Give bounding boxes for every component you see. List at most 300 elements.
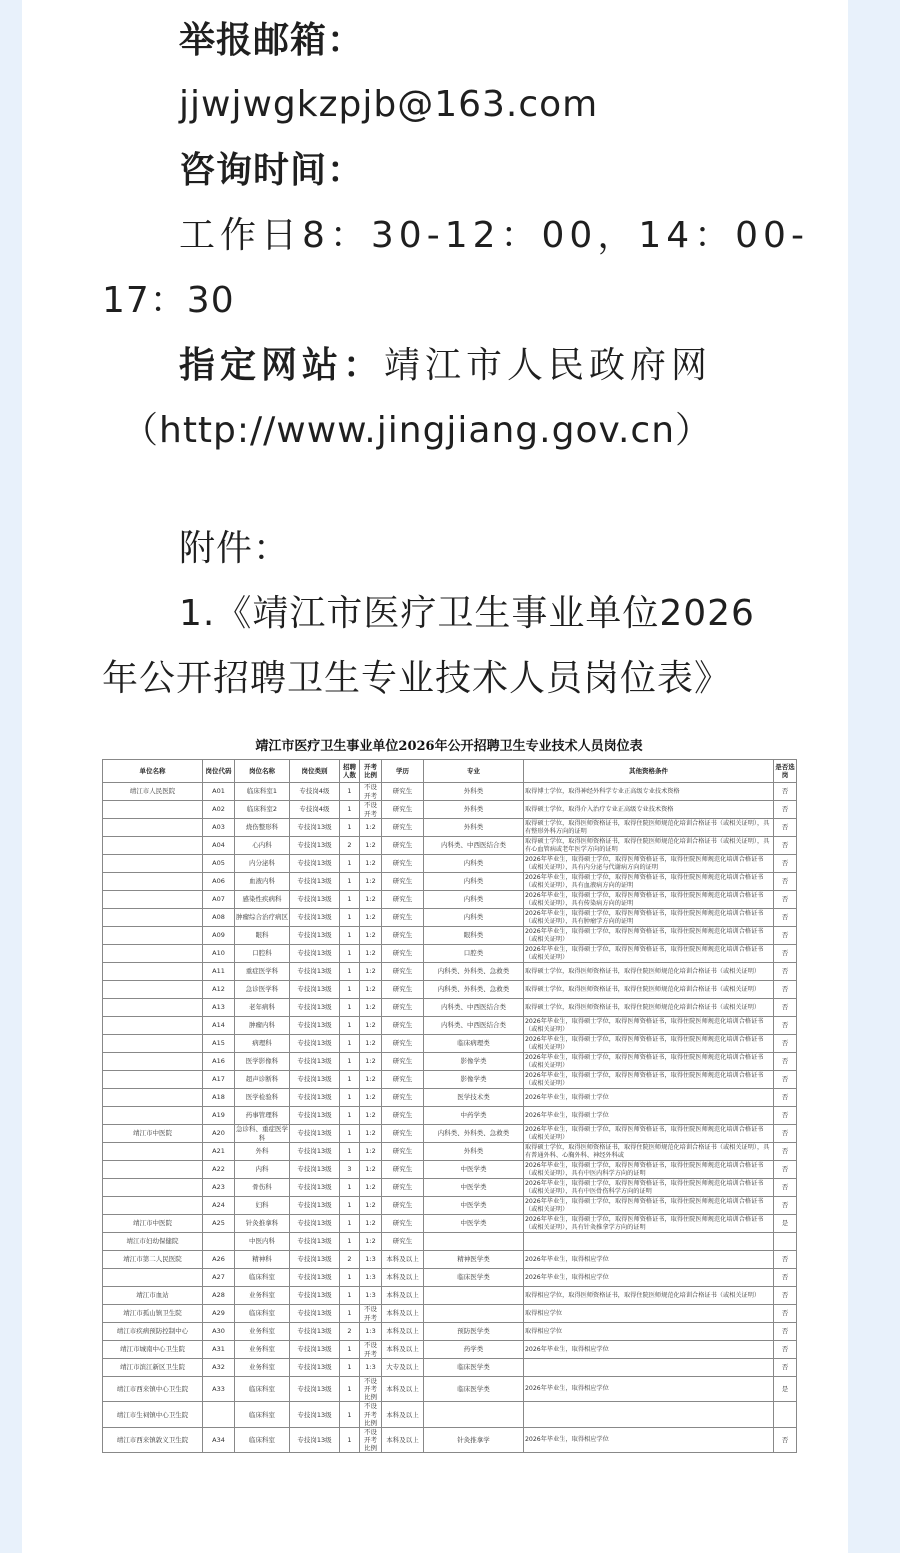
job-table <box>102 759 797 1453</box>
table-cell: 靖江市疾病预防控制中心 <box>103 1323 203 1341</box>
table-cell: 1:2 <box>360 1071 382 1089</box>
table-cell: 2026年毕业生，取得硕士学位 <box>524 1107 774 1125</box>
table-cell: 专技岗13级 <box>290 891 340 909</box>
table-cell: 2026年毕业生，取得硕士学位，取得医师资格证书，取得住院医师规范化培训合格证书（或相关证明） <box>524 927 774 945</box>
table-cell: 研究生 <box>382 1143 424 1161</box>
table-cell: 研究生 <box>382 1161 424 1179</box>
table-row <box>103 1125 797 1143</box>
table-cell: 1 <box>340 873 360 891</box>
header-cell: 岗位代码 <box>203 760 235 783</box>
table-cell: 靖江市中医院 <box>103 1215 203 1233</box>
table-cell: 2026年毕业生，取得相应学位 <box>524 1377 774 1402</box>
report-email-address[interactable]: jjwjwgkzpjb@163.com <box>179 84 599 125</box>
table-cell: 1 <box>340 1071 360 1089</box>
table-row <box>103 1161 797 1179</box>
table-cell: 临床科室 <box>235 1305 290 1323</box>
table-row <box>103 1179 797 1197</box>
table-row <box>103 1053 797 1071</box>
header-cell: 学历 <box>382 760 424 783</box>
table-cell: 1 <box>340 963 360 981</box>
table-cell: 内分泌科 <box>235 855 290 873</box>
table-cell: 研究生 <box>382 1035 424 1053</box>
table-cell: 1:2 <box>360 999 382 1017</box>
table-cell: 内科类 <box>424 855 524 873</box>
table-cell: 2026年毕业生，取得硕士学位，取得医师资格证书，取得住院医师规范化培训合格证书（或相关证明） <box>524 1017 774 1035</box>
table-cell: 研究生 <box>382 1053 424 1071</box>
table-cell: 专技岗13级 <box>290 999 340 1017</box>
table-cell: 内科 <box>235 1161 290 1179</box>
table-cell: 本科及以上 <box>382 1341 424 1359</box>
table-cell: 研究生 <box>382 819 424 837</box>
table-cell: 取得相应学位 <box>524 1305 774 1323</box>
table-cell: A30 <box>203 1323 235 1341</box>
table-cell: 专技岗13级 <box>290 1305 340 1323</box>
table-row <box>103 1323 797 1341</box>
table-cell: 1:2 <box>360 1143 382 1161</box>
table-cell: 1:3 <box>360 1251 382 1269</box>
table-cell: 2026年毕业生，取得硕士学位，取得医师资格证书，取得住院医师规范化培训合格证书（或相关证明），具有针灸推拿学方向的证明 <box>524 1215 774 1233</box>
attachments-label: 附件： <box>179 528 291 569</box>
table-cell: 1:2 <box>360 1179 382 1197</box>
table-cell: 内科类、外科类、急救类 <box>424 981 524 999</box>
table-cell: 专技岗13级 <box>290 1215 340 1233</box>
table-cell: 研究生 <box>382 891 424 909</box>
table-cell: 专技岗13级 <box>290 1269 340 1287</box>
table-cell: 外科类 <box>424 801 524 819</box>
table-cell: 本科及以上 <box>382 1269 424 1287</box>
table-cell <box>103 981 203 999</box>
table-cell: 中医内科 <box>235 1233 290 1251</box>
table-cell: 影像学类 <box>424 1053 524 1071</box>
table-cell <box>203 1402 235 1427</box>
table-cell: 1 <box>340 927 360 945</box>
table-cell: 1 <box>340 783 360 801</box>
table-cell: 感染性疾病科 <box>235 891 290 909</box>
table-row <box>103 783 797 801</box>
table-row <box>103 981 797 999</box>
table-cell: 内科类 <box>424 909 524 927</box>
table-cell: 业务科室 <box>235 1323 290 1341</box>
table-cell: 否 <box>774 927 797 945</box>
table-cell: 1:2 <box>360 1089 382 1107</box>
table-cell: 研究生 <box>382 1179 424 1197</box>
table-cell: 1 <box>340 909 360 927</box>
table-cell: 2026年毕业生，取得硕士学位，取得医师资格证书，取得住院医师规范化培训合格证书（或相关证明） <box>524 945 774 963</box>
table-cell: 1:2 <box>360 1107 382 1125</box>
table-cell: 研究生 <box>382 855 424 873</box>
table-row <box>103 819 797 837</box>
table-cell: 2026年毕业生，取得相应学位 <box>524 1251 774 1269</box>
header-cell: 开考比例 <box>360 760 382 783</box>
table-cell: 1 <box>340 1359 360 1377</box>
table-cell: 否 <box>774 1359 797 1377</box>
table-cell: 临床科室 <box>235 1427 290 1452</box>
table-cell: 靖江市城南中心卫生院 <box>103 1341 203 1359</box>
table-row <box>103 999 797 1017</box>
table-cell: 1:2 <box>360 819 382 837</box>
designated-site-name: 靖江市人民政府网 <box>384 345 713 386</box>
table-cell: 专技岗13级 <box>290 963 340 981</box>
table-cell: 否 <box>774 873 797 891</box>
table-cell: 2026年毕业生，取得硕士学位，取得医师资格证书，取得住院医师规范化培训合格证书（或相关证明） <box>524 1035 774 1053</box>
table-cell: 1 <box>340 1143 360 1161</box>
table-cell: 取得硕士学位，取得医师资格证书，取得住院医师规范化培训合格证书（或相关证明），具有普通外科、心胸外科、神经外科或 <box>524 1143 774 1161</box>
table-cell: 专技岗13级 <box>290 873 340 891</box>
table-cell: 专技岗13级 <box>290 927 340 945</box>
table-cell: 烧伤整形科 <box>235 819 290 837</box>
table-cell: 专技岗13级 <box>290 1017 340 1035</box>
table-cell: 中医学类 <box>424 1215 524 1233</box>
attachment-1-line1[interactable]: 1.《靖江市医疗卫生事业单位2026 <box>179 593 755 634</box>
table-cell: 1:2 <box>360 945 382 963</box>
table-cell: 专技岗13级 <box>290 1053 340 1071</box>
table-cell: A24 <box>203 1197 235 1215</box>
table-cell: 临床病理类 <box>424 1035 524 1053</box>
table-cell: 病理科 <box>235 1035 290 1053</box>
table-row <box>103 801 797 819</box>
table-cell: 研究生 <box>382 999 424 1017</box>
table-row <box>103 891 797 909</box>
table-cell: 研究生 <box>382 963 424 981</box>
table-cell: 1:2 <box>360 837 382 855</box>
table-cell: 1 <box>340 855 360 873</box>
table-row <box>103 1143 797 1161</box>
table-cell: 妇科 <box>235 1197 290 1215</box>
table-cell: 中药学类 <box>424 1107 524 1125</box>
table-cell: 内科类、中西医结合类 <box>424 1017 524 1035</box>
table-cell: 2026年毕业生，取得硕士学位，取得医师资格证书，取得住院医师规范化培训合格证书（或相关证明），具有中医内科学方向的证明 <box>524 1161 774 1179</box>
table-cell: 否 <box>774 1125 797 1143</box>
table-cell: 临床医学类 <box>424 1269 524 1287</box>
table-cell: 专技岗13级 <box>290 1035 340 1053</box>
table-cell: 临床医学类 <box>424 1359 524 1377</box>
table-cell <box>424 1305 524 1323</box>
table-cell: 靖江市血站 <box>103 1287 203 1305</box>
table-cell <box>103 927 203 945</box>
table-cell: 专技岗13级 <box>290 1427 340 1452</box>
table-cell: 不设开考 <box>360 783 382 801</box>
table-cell: 研究生 <box>382 1017 424 1035</box>
table-cell: 1:3 <box>360 1323 382 1341</box>
table-cell: 本科及以上 <box>382 1377 424 1402</box>
table-cell: 1:2 <box>360 1017 382 1035</box>
consult-hours-line1: 工作日8：30-12：00，14：00- <box>179 215 809 256</box>
header-cell: 其他资格条件 <box>524 760 774 783</box>
table-cell: 药事管理科 <box>235 1107 290 1125</box>
table-row <box>103 1089 797 1107</box>
table-cell: 1 <box>340 1427 360 1452</box>
table-cell: A10 <box>203 945 235 963</box>
table-row <box>103 927 797 945</box>
table-cell: 专技岗13级 <box>290 1402 340 1427</box>
table-row <box>103 1305 797 1323</box>
table-cell <box>524 1233 774 1251</box>
table-cell: 靖江市第二人民医院 <box>103 1251 203 1269</box>
table-cell: 1 <box>340 1017 360 1035</box>
table-cell: 2026年毕业生，取得相应学位 <box>524 1427 774 1452</box>
table-cell: 研究生 <box>382 1197 424 1215</box>
table-row <box>103 1215 797 1233</box>
table-cell: 1 <box>340 1089 360 1107</box>
table-row <box>103 873 797 891</box>
table-cell: A34 <box>203 1427 235 1452</box>
table-cell: 本科及以上 <box>382 1427 424 1452</box>
table-cell: 精神医学类 <box>424 1251 524 1269</box>
designated-site <box>179 345 712 386</box>
table-cell: 本科及以上 <box>382 1305 424 1323</box>
table-cell: 1:3 <box>360 1287 382 1305</box>
table-row <box>103 1071 797 1089</box>
table-cell: A14 <box>203 1017 235 1035</box>
table-cell: 业务科室 <box>235 1341 290 1359</box>
table-cell: 眼科 <box>235 927 290 945</box>
table-row <box>103 1377 797 1402</box>
table-cell: 肿瘤内科 <box>235 1017 290 1035</box>
table-cell: 专技岗13级 <box>290 1089 340 1107</box>
table-cell: 2026年毕业生，取得硕士学位，取得医师资格证书，取得住院医师规范化培训合格证书（或相关证明），具有中医骨伤科学方向的证明 <box>524 1179 774 1197</box>
table-cell: 研究生 <box>382 945 424 963</box>
table-cell: 1:2 <box>360 1053 382 1071</box>
table-cell: 本科及以上 <box>382 1402 424 1427</box>
table-cell: 1:2 <box>360 1161 382 1179</box>
table-cell <box>103 963 203 981</box>
table-cell: 否 <box>774 783 797 801</box>
table-cell: 2026年毕业生，取得硕士学位，取得医师资格证书，取得住院医师规范化培训合格证书（或相关证明） <box>524 1125 774 1143</box>
table-cell <box>103 801 203 819</box>
table-cell: 研究生 <box>382 1215 424 1233</box>
table-cell: 1:2 <box>360 1125 382 1143</box>
table-cell: A23 <box>203 1179 235 1197</box>
table-row <box>103 945 797 963</box>
table-cell: 1 <box>340 1287 360 1305</box>
table-cell: 内科类、外科类、急救类 <box>424 1125 524 1143</box>
table-cell: 1 <box>340 1179 360 1197</box>
table-cell: 取得博士学位，取得神经外科学专业正高级专业技术资格 <box>524 783 774 801</box>
table-cell <box>524 1402 774 1427</box>
table-cell: 临床科室 <box>235 1269 290 1287</box>
table-cell: A27 <box>203 1269 235 1287</box>
table-cell: 专技岗13级 <box>290 1179 340 1197</box>
consult-hours-line2: 17：30 <box>102 280 235 321</box>
table-cell: 研究生 <box>382 837 424 855</box>
table-cell: A26 <box>203 1251 235 1269</box>
table-row <box>103 1269 797 1287</box>
table-cell: 业务科室 <box>235 1359 290 1377</box>
table-cell: 内科类、中西医结合类 <box>424 999 524 1017</box>
table-cell: A20 <box>203 1125 235 1143</box>
table-cell: A12 <box>203 981 235 999</box>
table-cell: 2026年毕业生，取得硕士学位，取得医师资格证书，取得住院医师规范化培训合格证书（或相关证明） <box>524 1197 774 1215</box>
table-cell: 研究生 <box>382 873 424 891</box>
table-cell: 1 <box>340 1305 360 1323</box>
table-cell: 专技岗13级 <box>290 1107 340 1125</box>
designated-site-url[interactable]: （http://www.jingjiang.gov.cn） <box>122 410 713 451</box>
table-cell <box>103 837 203 855</box>
table-cell <box>203 1233 235 1251</box>
table-cell: 内科类、中西医结合类 <box>424 837 524 855</box>
header-cell: 是否选岗 <box>774 760 797 783</box>
table-cell: 否 <box>774 1071 797 1089</box>
table-cell: 专技岗13级 <box>290 945 340 963</box>
table-cell <box>103 1269 203 1287</box>
table-cell: 专技岗13级 <box>290 1377 340 1402</box>
table-row <box>103 909 797 927</box>
table-cell: 1:2 <box>360 1035 382 1053</box>
table-cell: 靖江市中医院 <box>103 1125 203 1143</box>
table-cell: 1 <box>340 1233 360 1251</box>
table-cell: 不设开考比例 <box>360 1427 382 1452</box>
consult-hours-label: 咨询时间： <box>179 150 365 191</box>
table-cell <box>103 855 203 873</box>
table-cell: A13 <box>203 999 235 1017</box>
table-cell: A29 <box>203 1305 235 1323</box>
table-cell <box>424 1287 524 1305</box>
table-cell <box>424 1402 524 1427</box>
table-cell: 本科及以上 <box>382 1323 424 1341</box>
table-cell: 临床科室 <box>235 1377 290 1402</box>
table-cell: 1 <box>340 1035 360 1053</box>
table-row <box>103 1359 797 1377</box>
table-cell <box>103 999 203 1017</box>
table-cell: 2026年毕业生，取得相应学位 <box>524 1341 774 1359</box>
table-cell: 专技岗13级 <box>290 1161 340 1179</box>
table-cell: 针灸推拿科 <box>235 1215 290 1233</box>
table-cell: 1:2 <box>360 873 382 891</box>
table-cell: 1:2 <box>360 891 382 909</box>
table-cell: 取得硕士学位，取得医师资格证书，取得住院医师规范化培训合格证书（或相关证明） <box>524 999 774 1017</box>
table-cell: A22 <box>203 1161 235 1179</box>
table-cell: 中医学类 <box>424 1179 524 1197</box>
table-row <box>103 1017 797 1035</box>
table-cell: 专技岗13级 <box>290 1341 340 1359</box>
job-table-image <box>102 735 796 1453</box>
table-cell: 1:2 <box>360 981 382 999</box>
table-cell: 老年病科 <box>235 999 290 1017</box>
table-cell: 预防医学类 <box>424 1323 524 1341</box>
table-cell: A01 <box>203 783 235 801</box>
table-cell: 否 <box>774 1179 797 1197</box>
table-row <box>103 837 797 855</box>
table-cell <box>103 1035 203 1053</box>
table-cell: 外科 <box>235 1143 290 1161</box>
table-cell: 否 <box>774 1269 797 1287</box>
table-cell: 专技岗13级 <box>290 1251 340 1269</box>
table-cell: 血液内科 <box>235 873 290 891</box>
table-cell: 2026年毕业生，取得硕士学位，取得医师资格证书，取得住院医师规范化培训合格证书（或相关证明），具有传染病方向的证明 <box>524 891 774 909</box>
table-cell: 骨伤科 <box>235 1179 290 1197</box>
table-cell: 研究生 <box>382 909 424 927</box>
table-cell: A16 <box>203 1053 235 1071</box>
table-cell: 否 <box>774 1251 797 1269</box>
table-cell: 3 <box>340 1161 360 1179</box>
table-cell: 否 <box>774 1017 797 1035</box>
table-cell: 针灸推拿学 <box>424 1427 524 1452</box>
table-cell: 内科类、外科类、急救类 <box>424 963 524 981</box>
table-cell <box>103 1053 203 1071</box>
table-row <box>103 1107 797 1125</box>
table-cell: A06 <box>203 873 235 891</box>
table-cell: 2 <box>340 1323 360 1341</box>
table-cell: 是 <box>774 1377 797 1402</box>
table-cell: 否 <box>774 909 797 927</box>
table-cell: 外科类 <box>424 1143 524 1161</box>
table-cell: 1 <box>340 1402 360 1427</box>
table-cell <box>774 1402 797 1427</box>
table-cell <box>103 873 203 891</box>
table-cell: A21 <box>203 1143 235 1161</box>
table-cell: 否 <box>774 801 797 819</box>
table-cell: 1:2 <box>360 1215 382 1233</box>
table-cell: 1:2 <box>360 909 382 927</box>
table-cell: 1 <box>340 981 360 999</box>
table-cell: 专技岗13级 <box>290 981 340 999</box>
table-cell: 中医学类 <box>424 1197 524 1215</box>
table-cell: 否 <box>774 1143 797 1161</box>
table-cell: 否 <box>774 963 797 981</box>
table-cell: 临床医学类 <box>424 1377 524 1402</box>
table-cell: 1 <box>340 801 360 819</box>
table-cell: 1:3 <box>360 1359 382 1377</box>
table-cell: 靖江市孤山镇卫生院 <box>103 1305 203 1323</box>
table-cell: 否 <box>774 981 797 999</box>
table-cell: A11 <box>203 963 235 981</box>
table-cell: 专技岗13级 <box>290 1125 340 1143</box>
table-cell: 研究生 <box>382 801 424 819</box>
table-cell: 1:2 <box>360 1197 382 1215</box>
table-cell: 专技岗13级 <box>290 1233 340 1251</box>
table-cell: 取得硕士学位，取得医师资格证书，取得住院医师规范化培训合格证书（或相关证明），具有心血管病或老年医学方向的证明 <box>524 837 774 855</box>
table-cell: 医学检验科 <box>235 1089 290 1107</box>
attachment-1-line2[interactable]: 年公开招聘卫生专业技术人员岗位表》 <box>102 658 732 699</box>
table-cell: 2026年毕业生，取得硕士学位，取得医师资格证书，取得住院医师规范化培训合格证书（或相关证明），具有内分泌与代谢病方向的证明 <box>524 855 774 873</box>
table-cell: 2026年毕业生，取得硕士学位，取得医师资格证书，取得住院医师规范化培训合格证书（或相关证明） <box>524 1071 774 1089</box>
table-cell: 靖江市西来镇中心卫生院 <box>103 1377 203 1402</box>
table-cell: 不设开考比例 <box>360 1377 382 1402</box>
table-row <box>103 963 797 981</box>
table-cell <box>103 1107 203 1125</box>
job-table-header-row <box>103 760 797 783</box>
table-cell: 临床科室1 <box>235 783 290 801</box>
table-cell <box>103 945 203 963</box>
table-cell: A07 <box>203 891 235 909</box>
table-cell: 1 <box>340 819 360 837</box>
table-cell: 1:2 <box>360 963 382 981</box>
table-cell: A19 <box>203 1107 235 1125</box>
header-cell: 岗位类别 <box>290 760 340 783</box>
table-cell: 研究生 <box>382 1233 424 1251</box>
table-cell: 取得相应学位 <box>524 1323 774 1341</box>
table-cell: 取得相应学位，取得医师资格证书，取得住院医师规范化培训合格证书（或相关证明） <box>524 1287 774 1305</box>
table-cell <box>103 1143 203 1161</box>
table-cell: 肿瘤综合治疗病区 <box>235 909 290 927</box>
table-cell: 否 <box>774 1427 797 1452</box>
table-cell: 1 <box>340 1107 360 1125</box>
table-cell: 否 <box>774 999 797 1017</box>
table-cell: 研究生 <box>382 1089 424 1107</box>
table-cell: A18 <box>203 1089 235 1107</box>
table-cell: 否 <box>774 1089 797 1107</box>
table-cell: 否 <box>774 891 797 909</box>
table-cell: A08 <box>203 909 235 927</box>
table-cell: 临床科室2 <box>235 801 290 819</box>
table-cell: 靖江市西来镇敦义卫生院 <box>103 1427 203 1452</box>
table-cell: 内科类 <box>424 873 524 891</box>
table-cell <box>103 1071 203 1089</box>
table-cell: 1:3 <box>360 1269 382 1287</box>
table-cell <box>774 1233 797 1251</box>
table-cell: 研究生 <box>382 1107 424 1125</box>
table-cell: 专技岗13级 <box>290 1143 340 1161</box>
